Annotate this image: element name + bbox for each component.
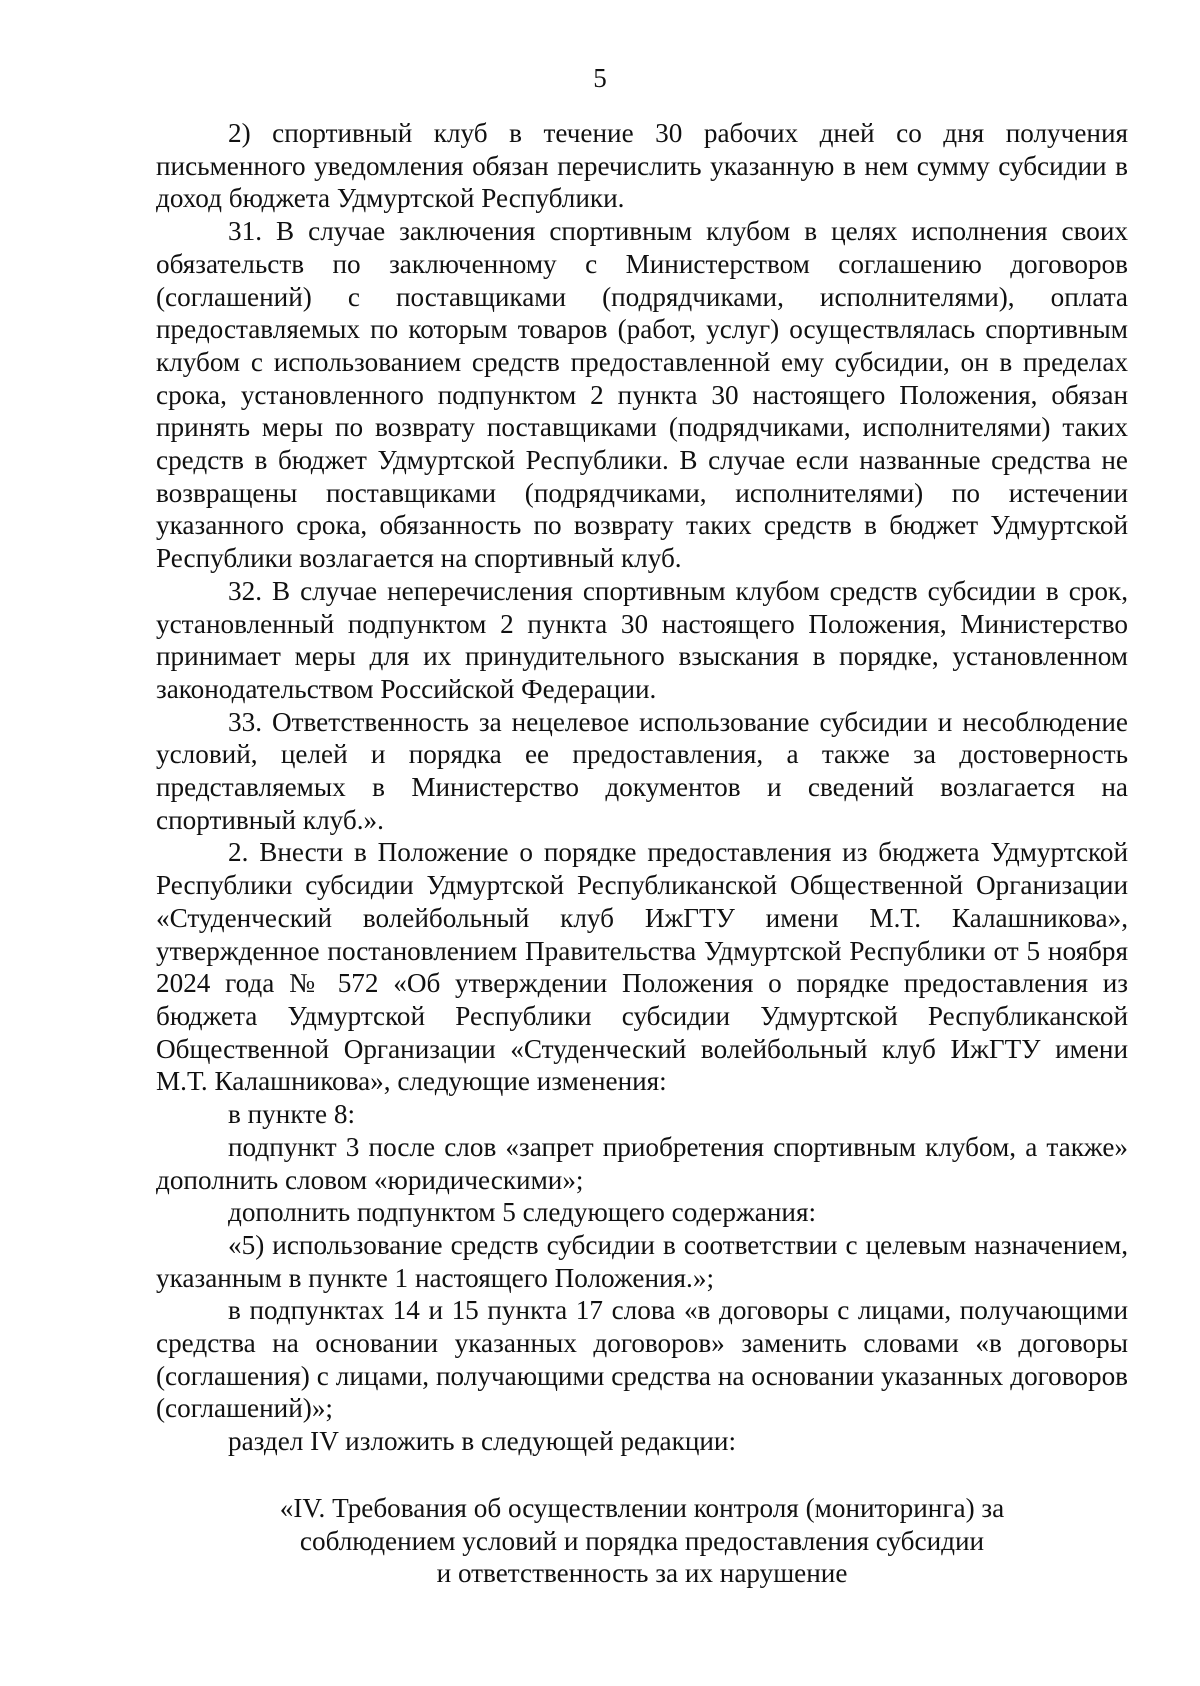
section-heading-line: и ответственность за их нарушение	[436, 1558, 848, 1589]
paragraph-subpoints-14-15: в подпунктах 14 и 15 пункта 17 слова «в договоры с лицами, получающими средства на основании указанных договоров» заменить словами «в договоры (соглашения) с лицами, получающими средства на основании указанных договоров (соглашений)»;	[156, 1295, 1128, 1424]
paragraph-33: 33. Ответственность за нецелевое использование субсидии и несоблюдение условий, целей и порядка ее предоставления, а также за достоверность представляемых в Министерство документов и сведений возлагается на спортивный клуб.».	[156, 706, 1128, 835]
paragraph-31: 31. В случае заключения спортивным клубом в целях исполнения своих обязательств по заключенному с Министерством соглашению договоров (соглашений) с поставщиками (подрядчиками, исполнителями), оплата предоставляемых по которым товаров (работ, услуг) осуществлялась спортивным клубом с использованием средств предоставленной ему субсидии, он в пределах срока, установленного подпунктом 2 пункта 30 настоящего Положения, обязан принять меры по возврату поставщиками (подрядчиками, исполнителями) таких средств в бюджет Удмуртской Республики. В случае если названные средства не возвращены поставщиками (подрядчиками, исполнителями) по истечении указанного срока, обязанность по возврату таких средств в бюджет Удмуртской Республики возлагается на спортивный клуб.	[156, 216, 1128, 574]
section-heading	[156, 1492, 1128, 1590]
paragraph-subitem-2: 2) спортивный клуб в течение 30 рабочих дней со дня получения письменного уведомления обязан перечислить указанную в нем сумму субсидии в доход бюджета Удмуртской Республики.	[156, 118, 1128, 214]
paragraph-add-subpoint-5: дополнить подпунктом 5 следующего содержания:	[228, 1197, 817, 1228]
document-body	[156, 117, 1128, 1458]
paragraph-section-iv-intro: раздел IV изложить в следующей редакции:	[228, 1426, 737, 1457]
paragraph-32: 32. В случае неперечисления спортивным клубом средств субсидии в срок, установленный подпунктом 2 пункта 30 настоящего Положения, Министерство принимает меры для их принудительного взыскания в порядке, установленном законодательством Российской Федерации.	[156, 575, 1128, 704]
paragraph-item-2: 2. Внести в Положение о порядке предоставления из бюджета Удмуртской Республики субсидии Удмуртской Республиканской Общественной Организации «Студенческий волейбольный клуб ИжГТУ имени М.Т. Калашникова», утвержденное постановлением Правительства Удмуртской Республики от 5 ноября 2024 года № 572 «Об утверждении Положения о порядке предоставления из бюджета Удмуртской Республики субсидии Удмуртской Республиканской Общественной Организации «Студенческий волейбольный клуб ИжГТУ имени М.Т. Калашникова», следующие изменения:	[156, 837, 1128, 1097]
paragraph-subpoint-3: подпункт 3 после слов «запрет приобретения спортивным клубом, а также» дополнить словом «юридическими»;	[156, 1131, 1128, 1195]
section-heading-line: соблюдением условий и порядка предоставления субсидии	[299, 1525, 985, 1556]
page-number: 5	[593, 63, 607, 93]
paragraph-subpoint-5-text: «5) использование средств субсидии в соответствии с целевым назначением, указанным в пункте 1 настоящего Положения.»;	[156, 1229, 1128, 1293]
paragraph-point-8: в пункте 8:	[228, 1099, 356, 1130]
section-heading-line: «IV. Требования об осуществлении контроля (мониторинга) за	[279, 1493, 1005, 1523]
